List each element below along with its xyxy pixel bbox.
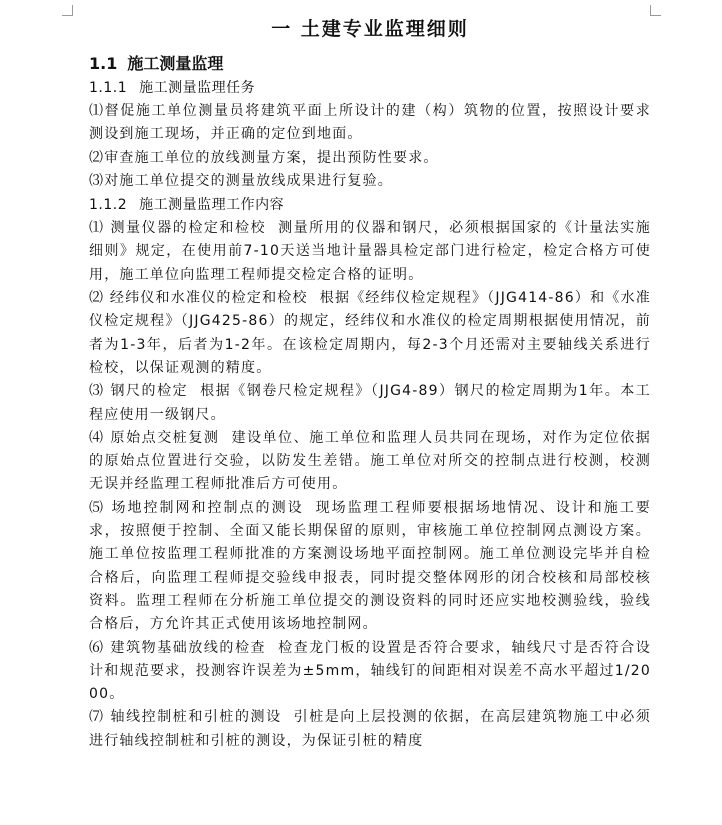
task-item-3: ⑶对施工单位提交的测量放线成果进行复验。: [89, 172, 393, 189]
margin-corner-mark-left: [62, 5, 73, 16]
subsection-number-2: 1.1.2: [89, 197, 128, 214]
work-item-3-lead: ⑶ 钢尺的检定: [89, 383, 189, 400]
work-item-3: [89, 380, 651, 427]
work-item-2: [89, 287, 651, 380]
section-number: 1.1: [89, 54, 118, 73]
work-item-1-body: 测量所用的仪器和钢尺，必须根据国家的《计量法实施细则》规定，在使用前7-10天送当地计量器具检定部门进行检定，检定合格方可使用，施工单位向监理工程师提交检定合格的证明。: [89, 220, 651, 283]
section-heading: [89, 52, 651, 76]
work-item-5-lead: ⑸ 场地控制网和控制点的测设: [89, 499, 304, 516]
subsection-heading-1: [89, 76, 651, 100]
work-item-7-body: 引桩是向上层投测的依据，在高层建筑物施工中必须进行轴线控制桩和引桩的测设，为保证引桩的精度: [89, 709, 651, 749]
work-item-3-body: 根据《钢卷尺检定规程》（JJG4-89）钢尺的检定周期为1年。本工程应使用一级钢尺。: [89, 383, 651, 423]
margin-corner-mark-right: [650, 5, 661, 16]
section-title: 施工测量监理: [127, 54, 224, 73]
document-body: [89, 14, 651, 753]
document-title: 一 土建专业监理细则: [271, 18, 469, 40]
work-item-2-lead: ⑵ 经纬仪和水准仪的检定和检校: [89, 290, 308, 307]
task-item-1: ⑴督促施工单位测量员将建筑平面上所设计的建（构）筑物的位置，按照设计要求测设到施工现场，并正确的定位到地面。: [89, 103, 651, 143]
work-item-2-body: 根据《经纬仪检定规程》（JJG414-86）和《水准仪检定规程》（JJG425-86）的规定，经纬仪和水准仪的检定周期根据使用情况，前者为1-3年，后者为1-2年。在该检定周期内，每2-3个月还需对主要轴线关系进行检校，以保证观测的精度。: [89, 290, 651, 376]
work-item-7: [89, 706, 651, 753]
work-item-7-lead: ⑺ 轴线控制桩和引桩的测设: [89, 709, 282, 726]
work-item-1: [89, 217, 651, 287]
subsection-number-1: 1.1.1: [89, 80, 128, 96]
subsection-title-1: 施工测量监理任务: [139, 80, 256, 96]
work-item-4-lead: ⑷ 原始点交桩复测: [89, 429, 220, 446]
work-item-5: [89, 497, 651, 637]
work-item-6: [89, 637, 651, 707]
work-item-6-body: 检查龙门板的设置是否符合要求，轴线尺寸是否符合设计和规范要求，投测容许误差为±5mm，轴线钉的间距相对误差不高水平超过1/2000。: [89, 639, 651, 703]
work-item-5-body: 现场监理工程师要根据场地情况、设计和施工要求，按照便于控制、全面又能长期保留的原则，审核施工单位控制网点测设方案。施工单位按监理工程师批准的方案测设场地平面控制网。施工单位测设完毕并自检合格后，向监理工程师提交验线申报表，同时提交整体网形的闭合校核和局部校核资料。监理工程师在分析施工单位提交的测设资料的同时还应实地校测验线，验线合格后，方允许其正式使用该场地控制网。: [89, 499, 651, 633]
work-item-4: [89, 427, 651, 497]
work-item-1-lead: ⑴ 测量仪器的检定和检校: [89, 220, 267, 237]
work-item-4-body: 建设单位、施工单位和监理人员共同在现场，对作为定位依据的原始点位置进行交验，以防发生差错。施工单位对所交的控制点进行校测，校测无误并经监理工程师批准后方可使用。: [89, 429, 652, 493]
work-item-6-lead: ⑹ 建筑物基础放线的检查: [89, 639, 267, 656]
subsection-heading-2: [89, 193, 651, 217]
subsection-title-2: 施工测量监理工作内容: [139, 197, 285, 214]
task-item-2: ⑵审查施工单位的放线测量方案，提出预防性要求。: [89, 149, 439, 166]
